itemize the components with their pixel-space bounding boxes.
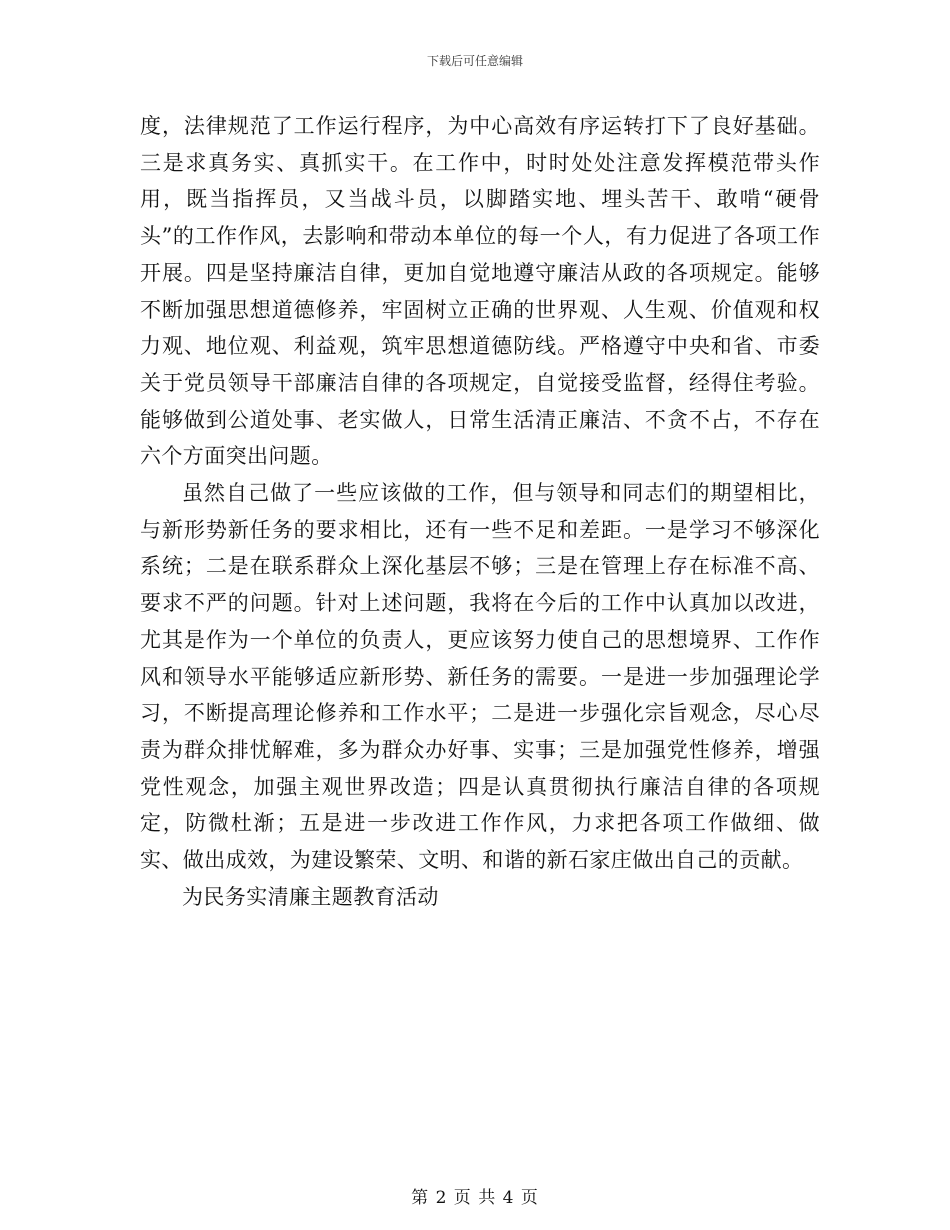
- document-body: [140, 108, 820, 915]
- page-header: 下载后可任意编辑: [426, 54, 523, 68]
- page-footer: 第 2 页 共 4 页: [411, 1188, 539, 1208]
- paragraph-shortcomings: 虽然自己做了一些应该做的工作，但与领导和同志们的期望相比，与新形势新任务的要求相比，还有一些不足和差距。一是学习不够深化系统；二是在联系群众上深化基层不够；三是在管理上存在标准不高、要求不严的问题。针对上述问题，我将在今后的工作中认真加以改进，尤其是作为一个单位的负责人，更应该努力使自己的思想境界、工作作风和领导水平能够适应新形势、新任务的需要。一是进一步加强理论学习，不断提高理论修养和工作水平；二是进一步强化宗旨观念，尽心尽责为群众排忧解难，多为群众办好事、实事；三是加强党性修养，增强党性观念，加强主观世界改造；四是认真贯彻执行廉洁自律的各项规定，防微杜渐；五是进一步改进工作作风，力求把各项工作做细、做实、做出成效，为建设繁荣、文明、和谐的新石家庄做出自己的贡献。: [140, 481, 820, 873]
- paragraph-continuation: 度，法律规范了工作运行程序，为中心高效有序运转打下了良好基础。三是求真务实、真抓实干。在工作中，时时处处注意发挥模范带头作用，既当指挥员，又当战斗员，以脚踏实地、埋头苦干、敢啃“硬骨头”的工作作风，去影响和带动本单位的每一个人，有力促进了各项工作开展。四是坚持廉洁自律，更加自觉地遵守廉洁从政的各项规定。能够不断加强思想道德修养，牢固树立正确的世界观、人生观、价值观和权力观、地位观、利益观，筑牢思想道德防线。严格遵守中央和省、市委关于党员领导干部廉洁自律的各项规定，自觉接受监督，经得住考验。能够做到公道处事、老实做人，日常生活清正廉洁、不贪不占，不存在六个方面突出问题。: [140, 114, 820, 469]
- section-heading: 为民务实清廉主题教育活动: [182, 884, 439, 909]
